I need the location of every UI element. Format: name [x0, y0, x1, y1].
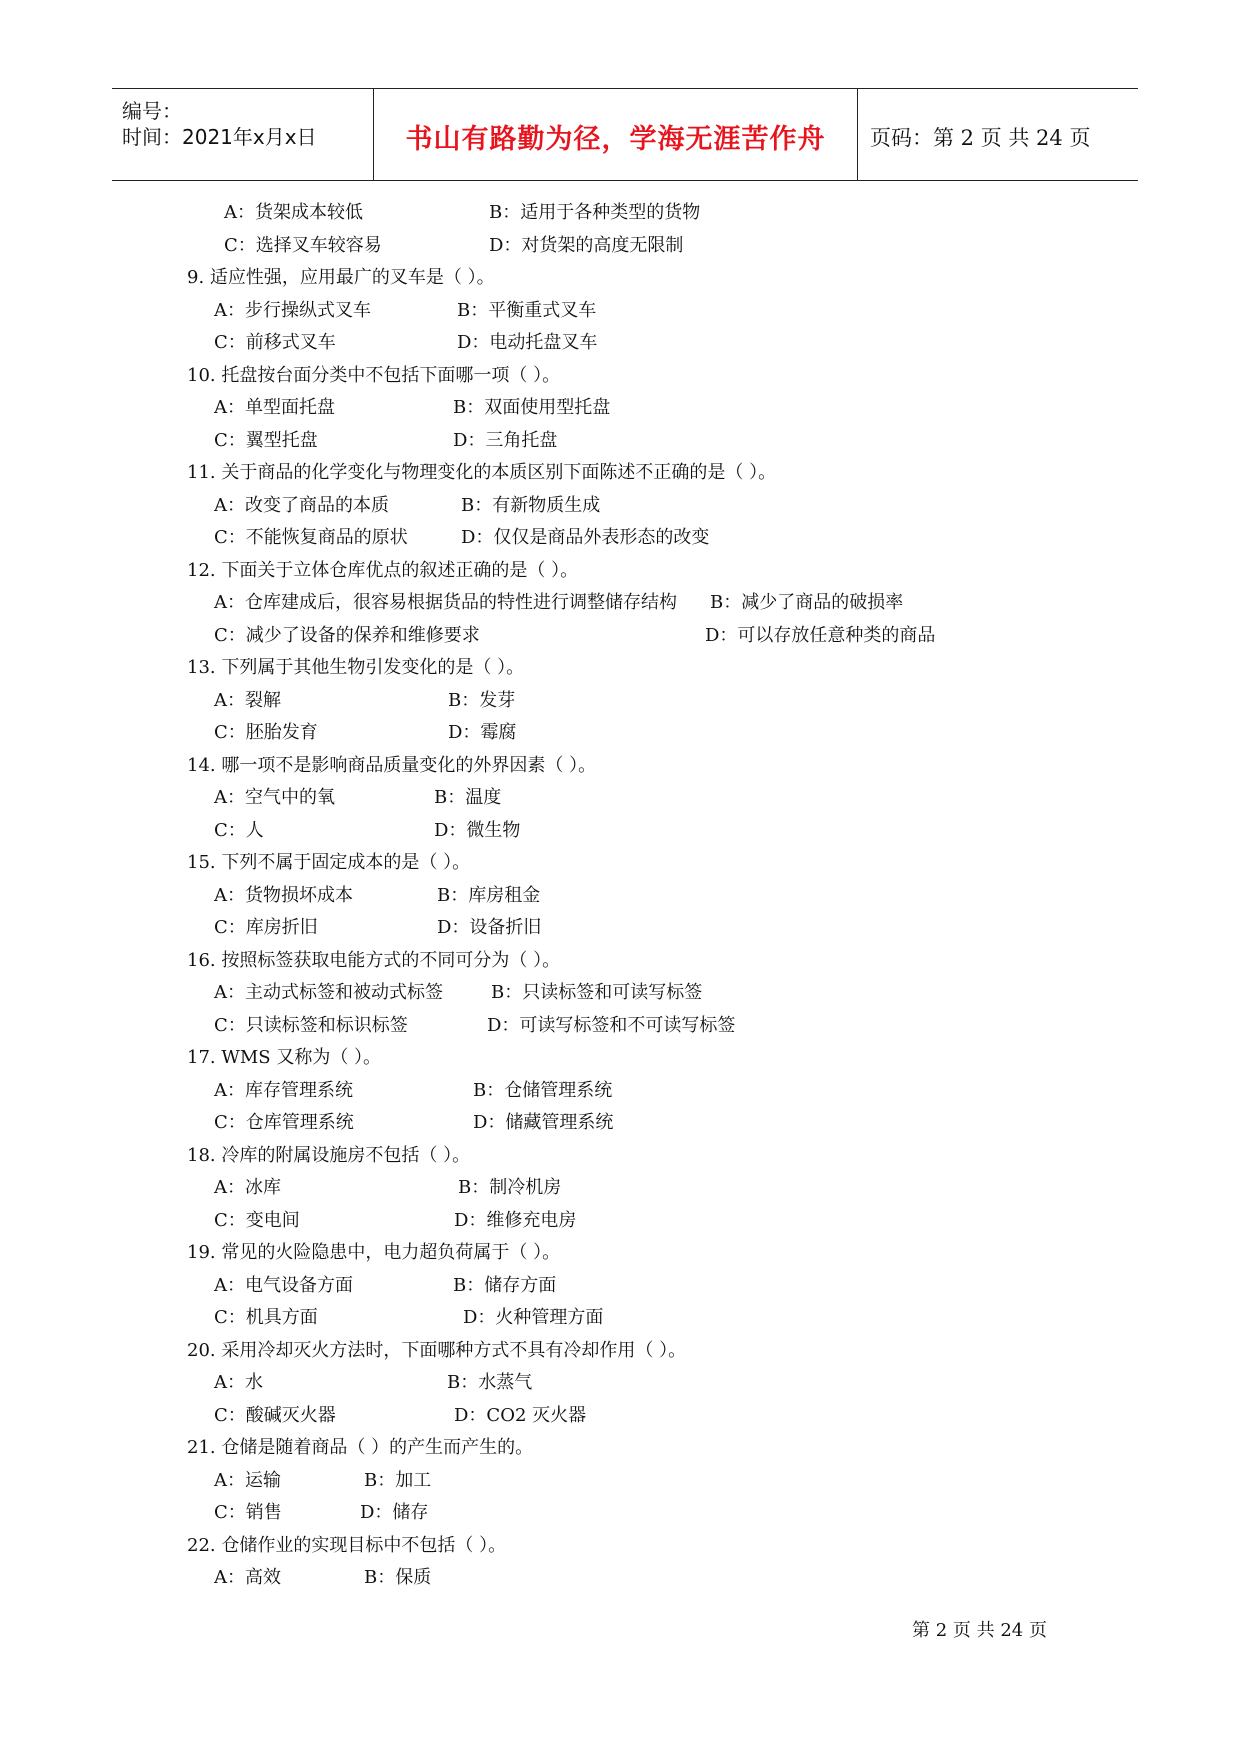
option-text: A：高效 [214, 1567, 281, 1588]
option-text: B：减少了商品的破损率 [710, 592, 904, 613]
option-text: A：运输 [214, 1470, 281, 1491]
option-text: D：对货架的高度无限制 [489, 235, 684, 256]
question-text: 13. 下列属于其他生物引发变化的是（ ）。 [187, 657, 525, 678]
header-page-code: 页码：第 2 页 共 24 页 [870, 126, 1091, 150]
question-text: 9. 适应性强，应用最广的叉车是（ ）。 [187, 267, 495, 288]
question-text: 11. 关于商品的化学变化与物理变化的本质区别下面陈述不正确的是（ ）。 [187, 462, 777, 483]
option-text: C：机具方面 [214, 1307, 318, 1328]
option-text: A：裂解 [214, 690, 281, 711]
option-text: D：设备折旧 [437, 917, 542, 938]
option-text: B：适用于各种类型的货物 [489, 202, 701, 223]
option-text: D：维修充电房 [454, 1210, 577, 1231]
option-text: C：不能恢复商品的原状 [214, 527, 408, 548]
question-text: 18. 冷库的附属设施房不包括（ ）。 [187, 1145, 471, 1166]
question-text: 22. 仓储作业的实现目标中不包括（ ）。 [187, 1535, 507, 1556]
option-text: B：发芽 [448, 690, 516, 711]
option-text: A：电气设备方面 [214, 1275, 353, 1296]
option-text: A：主动式标签和被动式标签 [214, 982, 443, 1003]
option-text: B：库房租金 [437, 885, 541, 906]
header-motto: 书山有路勤为径，学海无涯苦作舟 [405, 124, 826, 155]
option-text: B：温度 [434, 787, 502, 808]
option-text: A：货架成本较低 [224, 202, 363, 223]
question-text: 20. 采用冷却灭火方法时，下面哪种方式不具有冷却作用（ ）。 [187, 1340, 687, 1361]
option-text: B：平衡重式叉车 [457, 300, 597, 321]
option-text: A：仓库建成后，很容易根据货品的特性进行调整储存结构 [214, 592, 677, 613]
option-text: D：仅仅是商品外表形态的改变 [461, 527, 710, 548]
option-text: B：制冷机房 [458, 1177, 562, 1198]
option-text: C：前移式叉车 [214, 332, 336, 353]
option-text: C：翼型托盘 [214, 430, 318, 451]
question-text: 19. 常见的火险隐患中，电力超负荷属于（ ）。 [187, 1242, 561, 1263]
page-footer: 第 2 页 共 24 页 [912, 1620, 1047, 1641]
option-text: D：可以存放任意种类的商品 [705, 625, 936, 646]
question-text: 21. 仓储是随着商品（ ）的产生而产生的。 [187, 1437, 534, 1458]
option-text: C：选择叉车较容易 [224, 235, 382, 256]
document-time-label: 时间：2021年x月x日 [122, 125, 317, 149]
option-text: B：只读标签和可读写标签 [491, 982, 703, 1003]
option-text: A：货物损坏成本 [214, 885, 353, 906]
option-text: B：双面使用型托盘 [453, 397, 611, 418]
question-text: 17. WMS 又称为（ ）。 [187, 1047, 382, 1068]
option-text: C：库房折旧 [214, 917, 318, 938]
option-text: D：储存 [360, 1502, 429, 1523]
option-text: B：有新物质生成 [461, 495, 601, 516]
option-text: B：储存方面 [453, 1275, 557, 1296]
option-text: B：水蒸气 [447, 1372, 533, 1393]
option-text: D：储藏管理系统 [473, 1112, 614, 1133]
option-text: A：单型面托盘 [214, 397, 335, 418]
option-text: A：水 [214, 1372, 263, 1393]
option-text: A：冰库 [214, 1177, 281, 1198]
option-text: C：酸碱灭火器 [214, 1405, 336, 1426]
question-text: 16. 按照标签获取电能方式的不同可分为（ ）。 [187, 950, 561, 971]
option-text: A：步行操纵式叉车 [214, 300, 371, 321]
option-text: C：胚胎发育 [214, 722, 318, 743]
option-text: D：火种管理方面 [463, 1307, 604, 1328]
question-text: 12. 下面关于立体仓库优点的叙述正确的是（ ）。 [187, 560, 579, 581]
question-text: 10. 托盘按台面分类中不包括下面哪一项（ ）。 [187, 365, 561, 386]
option-text: D：电动托盘叉车 [457, 332, 598, 353]
option-text: C：只读标签和标识标签 [214, 1015, 408, 1036]
option-text: A：改变了商品的本质 [214, 495, 389, 516]
option-text: D：三角托盘 [453, 430, 558, 451]
option-text: D：微生物 [434, 820, 521, 841]
question-text: 15. 下列不属于固定成本的是（ ）。 [187, 852, 471, 873]
document-number-label: 编号： [122, 99, 182, 123]
option-text: C：人 [214, 820, 264, 841]
option-text: D：CO2 灭火器 [454, 1405, 587, 1426]
option-text: B：仓储管理系统 [473, 1080, 613, 1101]
option-text: A：空气中的氧 [214, 787, 335, 808]
question-text: 14. 哪一项不是影响商品质量变化的外界因素（ ）。 [187, 755, 597, 776]
option-text: C：销售 [214, 1502, 282, 1523]
option-text: D：可读写标签和不可读写标签 [487, 1015, 736, 1036]
option-text: C：减少了设备的保养和维修要求 [214, 625, 480, 646]
option-text: B：加工 [364, 1470, 432, 1491]
option-text: C：变电间 [214, 1210, 300, 1231]
option-text: C：仓库管理系统 [214, 1112, 354, 1133]
option-text: B：保质 [364, 1567, 432, 1588]
option-text: A：库存管理系统 [214, 1080, 353, 1101]
option-text: D：霉腐 [448, 722, 517, 743]
